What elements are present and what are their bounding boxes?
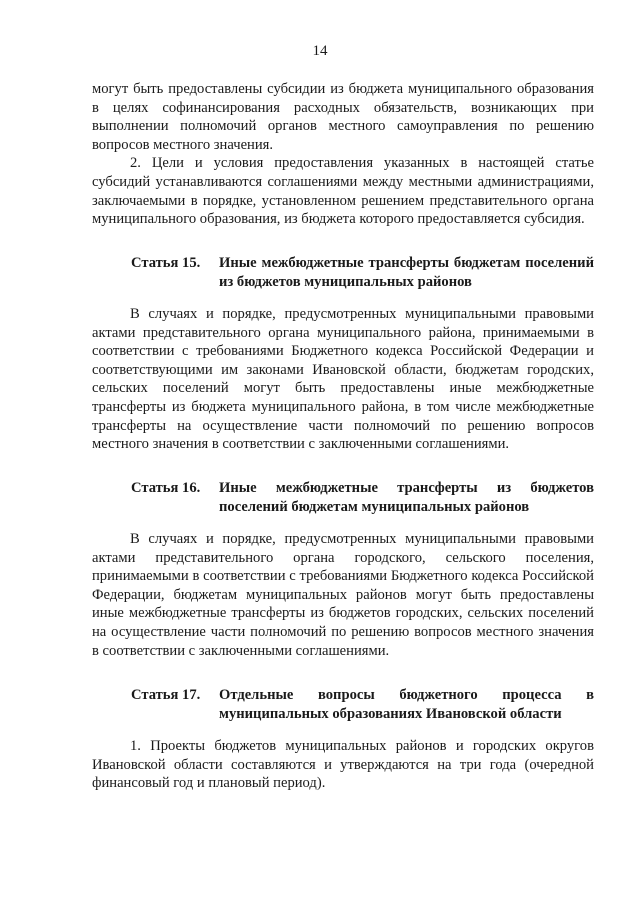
article-title: Отдельные вопросы бюджетного процесса в муниципальных образованиях Ивановской области bbox=[219, 687, 594, 722]
article-paragraph: 1. Проекты бюджетов муниципальных районов и городских округов Ивановской области составляются и утверждаются на три года (очередной финансовый год и плановый период). bbox=[92, 738, 594, 792]
article-16-body bbox=[92, 530, 594, 660]
article-16-heading bbox=[131, 479, 594, 516]
article-17-body bbox=[92, 737, 594, 793]
paragraph-subsidy-conditions: 2. Цели и условия предоставления указанных в настоящей статье субсидий устанавливаются соглашениями между местными администрациями, заключаемыми в порядке, установленном решением представительного органа муниципального образования, из бюджета которого предоставляется субсидия. bbox=[92, 155, 594, 228]
paragraph-subsidies-continuation: могут быть предоставлены субсидии из бюджета муниципального образования в целях софинансирования расходных обязательств, возникающих при выполнении полномочий органов местного самоуправления по решению вопросов местного значения. bbox=[92, 81, 594, 153]
intro-paragraphs bbox=[92, 80, 594, 229]
article-15-body bbox=[92, 305, 594, 454]
page-number: 14 bbox=[312, 43, 328, 59]
article-15-heading bbox=[131, 254, 594, 291]
article-number: Статья 15. bbox=[131, 255, 201, 271]
article-number: Статья 17. bbox=[131, 687, 201, 703]
article-paragraph: В случаях и порядке, предусмотренных муниципальными правовыми актами представительного органа муниципального района, принимаемыми в соответствии с требованиями Бюджетного кодекса Российской Федерации и соответствующими им законами Ивановской области, бюджетам городских, сельских поселений могут быть предоставлены иные межбюджетные трансферты из бюджета муниципального района, в том числе межбюджетные трансферты на осуществление части полномочий по решению вопросов местного значения в соответствии с заключенными соглашениями. bbox=[92, 306, 594, 453]
article-title: Иные межбюджетные трансферты бюджетам поселений из бюджетов муниципальных районов bbox=[219, 255, 594, 290]
article-number: Статья 16. bbox=[131, 480, 201, 496]
article-paragraph: В случаях и порядке, предусмотренных муниципальными правовыми актами представительного органа городского, сельского поселения, принимаемыми в соответствии с требованиями Бюджетного кодекса Российской Федерации, бюджетам муниципальных районов могут быть предоставлены иные межбюджетные трансферты из бюджетов городских, сельских поселений на осуществление части полномочий по решению вопросов местного значения в соответствии с заключенными соглашениями. bbox=[92, 531, 594, 659]
article-17-heading bbox=[131, 686, 594, 723]
article-title: Иные межбюджетные трансферты из бюджетов поселений бюджетам муниципальных районов bbox=[219, 480, 594, 515]
